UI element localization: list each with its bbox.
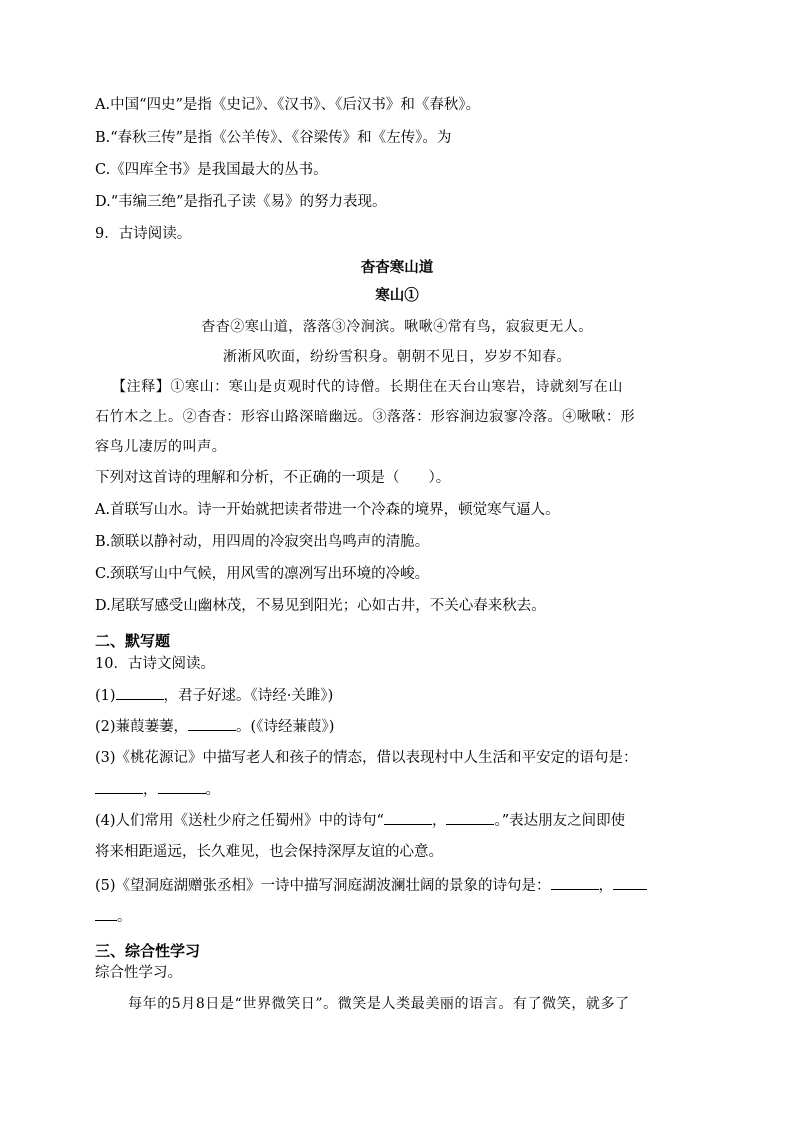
q10-item-5-prefix: (5)《望洞庭湖赠张丞相》一诗中描写洞庭湖波澜壮阔的景象的诗句是： [95,878,551,894]
answer-blank[interactable] [95,906,117,921]
q9-stem: 9．古诗阅读。 [95,226,192,242]
q10-item-5 [95,875,647,896]
separator: ， [598,878,614,894]
q10-item-3-answers [95,779,220,800]
q10-item-3: (3)《桃花源记》中描写老人和孩子的情态，借以表现村中人生活和平安定的语句是： [95,750,638,766]
section3-stem: 综合性学习。 [95,965,182,981]
section-heading-dictation: 二、默写题 [95,632,171,650]
section3-paragraph: 每年的5月8日是“世界微笑日”。微笑是人类最美丽的语言。有了微笑，就多了 [128,996,630,1012]
q10-item-2-suffix: 。(《诗经蒹葭》) [236,719,335,735]
poem-line-2: 淅淅风吹面，纷纷雪积身。朝朝不见日，岁岁不知春。 [223,349,571,365]
answer-blank[interactable] [384,810,432,825]
poem-note-line-1: 【注释】①寒山：寒山是贞观时代的诗僧。长期住在天台山寒岩，诗就刻写在山 [112,379,623,395]
q10-item-4-suffix: 。”表达朋友之间即使 [494,813,626,829]
poem-note-line-2: 石竹木之上。②杳杳：形容山路深暗幽远。③落落：形容涧边寂寥冷落。④啾啾：形 [95,409,636,425]
terminator: 。 [205,782,220,798]
q8-option-a: A.中国“四史”是指《史记》、《汉书》、《后汉书》和《春秋》。 [95,97,481,113]
section-heading-comprehensive: 三、综合性学习 [95,942,201,960]
q8-option-c: C.《四库全书》是我国最大的丛书。 [95,162,328,178]
q8-option-b: B.“春秋三传”是指《公羊传》、《谷梁传》和《左传》。为 [95,130,452,146]
q9-question: 下列对这首诗的理解和分析，不正确的一项是（ ）。 [95,470,451,486]
q10-item-1-suffix: ，君子好逑。《诗经·关雎》) [163,688,334,704]
q10-stem: 10．古诗文阅读。 [95,656,215,672]
answer-blank[interactable] [158,779,206,794]
q10-item-5-continued [95,906,132,927]
separator: ， [143,782,158,798]
q9-option-d: D.尾联写感受山幽林茂，不易见到阳光；心如古井，不关心春来秋去。 [95,598,546,614]
q9-option-c: C.颈联写山中气候，用风雪的凛冽写出环境的冷峻。 [95,566,430,582]
answer-blank[interactable] [95,779,143,794]
q9-option-b: B.颔联以静衬动，用四周的冷寂突出鸟鸣声的清脆。 [95,534,430,550]
poem-title: 杳杳寒山道 [360,259,434,276]
answer-blank[interactable] [116,685,164,700]
q8-option-d: D.“韦编三绝”是指孔子读《易》的努力表现。 [95,194,387,210]
answer-blank[interactable] [446,810,494,825]
answer-blank[interactable] [551,875,599,890]
poem-author: 寒山① [375,287,419,304]
answer-blank[interactable] [613,875,647,890]
q10-item-1 [95,685,333,706]
q10-item-2-prefix: (2)蒹葭萋萋， [95,719,189,735]
poem-note-line-3: 容鸟儿凄厉的叫声。 [95,439,227,455]
q10-item-2 [95,716,334,737]
q10-item-1-prefix: (1) [95,688,116,704]
separator: ， [431,813,447,829]
q10-item-4-continued: 将来相距遥远，长久难见，也会保持深厚友谊的心意。 [95,844,443,860]
answer-blank[interactable] [188,716,236,731]
q10-item-4 [95,810,625,831]
q9-option-a: A.首联写山水。诗一开始就把读者带进一个冷森的境界，顿觉寒气逼人。 [95,502,560,518]
poem-line-1: 杳杳②寒山道，落落③冷涧滨。啾啾④常有鸟，寂寂更无人。 [201,319,593,335]
terminator: 。 [117,909,132,925]
q10-item-4-prefix: (4)人们常用《送杜少府之任蜀州》中的诗句“ [95,813,384,829]
